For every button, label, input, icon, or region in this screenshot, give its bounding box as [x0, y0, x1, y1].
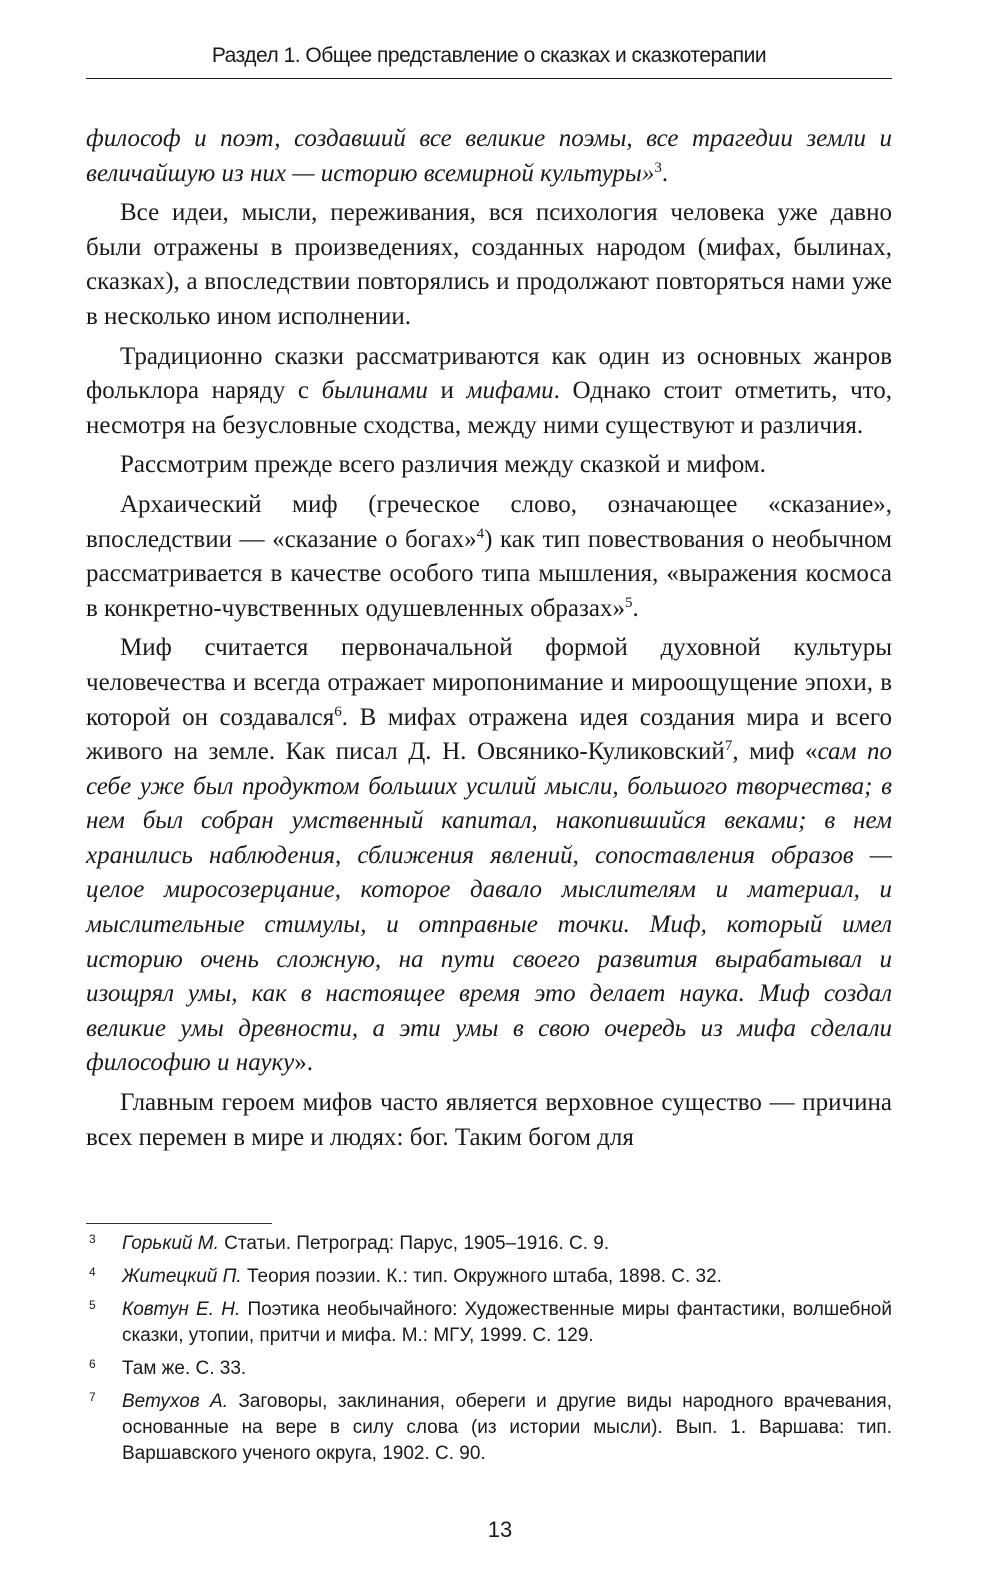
quote-text: философ и поэт, создавший все великие поэмы, все трагедии земли и величайшую из них — историю всемирной культуры» [86, 125, 892, 187]
page-number: 13 [487, 1517, 513, 1542]
text-span: . В мифах отражена идея создания мира и всего живого на земле. Как писал Д. Н. Овсянико-Куликовский [86, 703, 892, 766]
footnote-number: 7 [89, 1390, 96, 1404]
quote-text: сам по себе уже был продуктом больших усилий мысли, большого творчества; в нем был собран умственный капитал, накопившийся веками; в нем хранились наблюдения, сближения явлений, сопоставления образов — целое миросозерцание, которое давало мыслителям и материал, и мыслительные стимулы, и отправные точки. Миф, который имел историю очень сложную, на пути своего развития вырабатывал и изощрял умы, как в настоящее время это делает наука. Миф создал великие умы древности, а эти умы в свою очередь из мифа сделали философию и науку [86, 738, 892, 1077]
paragraph: Рассмотрим прежде всего различия между сказкой и мифом. [120, 451, 766, 479]
footnotes [86, 1231, 892, 1467]
footnote-body: Поэтика необычайного: Художественные миры фантастики, волшебной сказки, утопии, притчи и мифа. М.: МГУ, 1999. С. 129. [122, 1299, 892, 1346]
footnote-body: Заговоры, заклинания, обереги и другие виды народного врачевания, основанные на вере в силу слова (из истории мысли). Вып. 1. Варшава: тип. Варшавского ученого округа, 1902. С. 90. [122, 1391, 893, 1464]
paragraph [86, 122, 892, 191]
footnote-number: 5 [89, 1298, 96, 1312]
footnote-text [122, 1389, 892, 1467]
footnote-ref[interactable]: 7 [724, 738, 733, 755]
footnote-author: Горький М. [122, 1233, 219, 1254]
paragraph: Все идеи, мысли, переживания, вся психология человека уже давно были отражены в произведениях, созданных народом (мифах, былинах, сказках), а впоследствии повторялись и продолжают повторяться нами уже в несколько ином исполнении. [86, 199, 892, 330]
text-span: . [661, 159, 669, 187]
text-span: , миф « [732, 738, 818, 766]
header-rule [86, 78, 892, 79]
text-span: Архаический миф (греческое слово, означающее «сказание», впоследствии — «сказание о богах» [86, 490, 892, 553]
footnote [86, 1389, 892, 1467]
footnote-body: Статьи. Петроград: Парус, 1905–1916. С. 9. [218, 1233, 610, 1254]
paragraph: Главным героем мифов часто является верховное существо — причина всех перемен в мире и людях: бог. Таким богом для [86, 1089, 892, 1151]
text-span: . Однако стоит отметить, что, несмотря на безусловные сходства, между ними существуют и различия. [86, 377, 892, 439]
footnote-number: 4 [89, 1265, 96, 1279]
footnote [86, 1297, 892, 1349]
footnote [86, 1264, 892, 1290]
footnote-ref[interactable]: 3 [654, 159, 662, 176]
text-span: Миф считается первоначальной формой духовной культуры человечества и всегда отражает миропонимание и мироощущение эпохи, в которой он создавался [86, 634, 892, 731]
text-span: ) как тип повествования о необычном рассматривается в качестве особого типа мышления, «выражения космоса в конкретно-чувственных одушевленных образах» [86, 525, 892, 622]
footnote-number: 6 [89, 1357, 96, 1371]
footnote-text [122, 1297, 892, 1349]
text-span: Традиционно сказки рассматриваются как один из основных жанров фольклора наряду с [86, 342, 892, 405]
footnote-ref[interactable]: 6 [334, 703, 342, 720]
footnote-body: Там же. С. 33. [122, 1358, 247, 1379]
footnote-author: Ветухов А. [122, 1391, 228, 1412]
emphasis-text: былинами [321, 377, 428, 405]
footnote-rule [86, 1223, 272, 1224]
footnote-ref[interactable]: 5 [624, 594, 633, 611]
text-span: ». [294, 1049, 314, 1077]
footnote [86, 1356, 892, 1382]
text-span: . [632, 594, 639, 622]
footnote-ref[interactable]: 4 [476, 525, 485, 542]
paragraph [86, 340, 892, 444]
footnote-body: Теория поэзии. К.: тип. Окружного штаба, 1898. С. 32. [241, 1266, 722, 1287]
footnote-author: Житецкий П. [122, 1266, 242, 1287]
footnote-text [122, 1264, 892, 1290]
running-head: Раздел 1. Общее представление о сказках и сказкотерапии [211, 44, 767, 67]
paragraph [86, 488, 892, 626]
main-text [86, 122, 892, 1155]
footnote-author: Ковтун Е. Н. [122, 1299, 241, 1320]
paragraph [86, 631, 892, 1081]
footnote [86, 1231, 892, 1257]
footnote-text [122, 1356, 892, 1382]
footnote-text [122, 1231, 892, 1257]
footnote-number: 3 [89, 1232, 96, 1246]
emphasis-text: мифами [466, 377, 554, 405]
text-span: и [427, 377, 467, 405]
